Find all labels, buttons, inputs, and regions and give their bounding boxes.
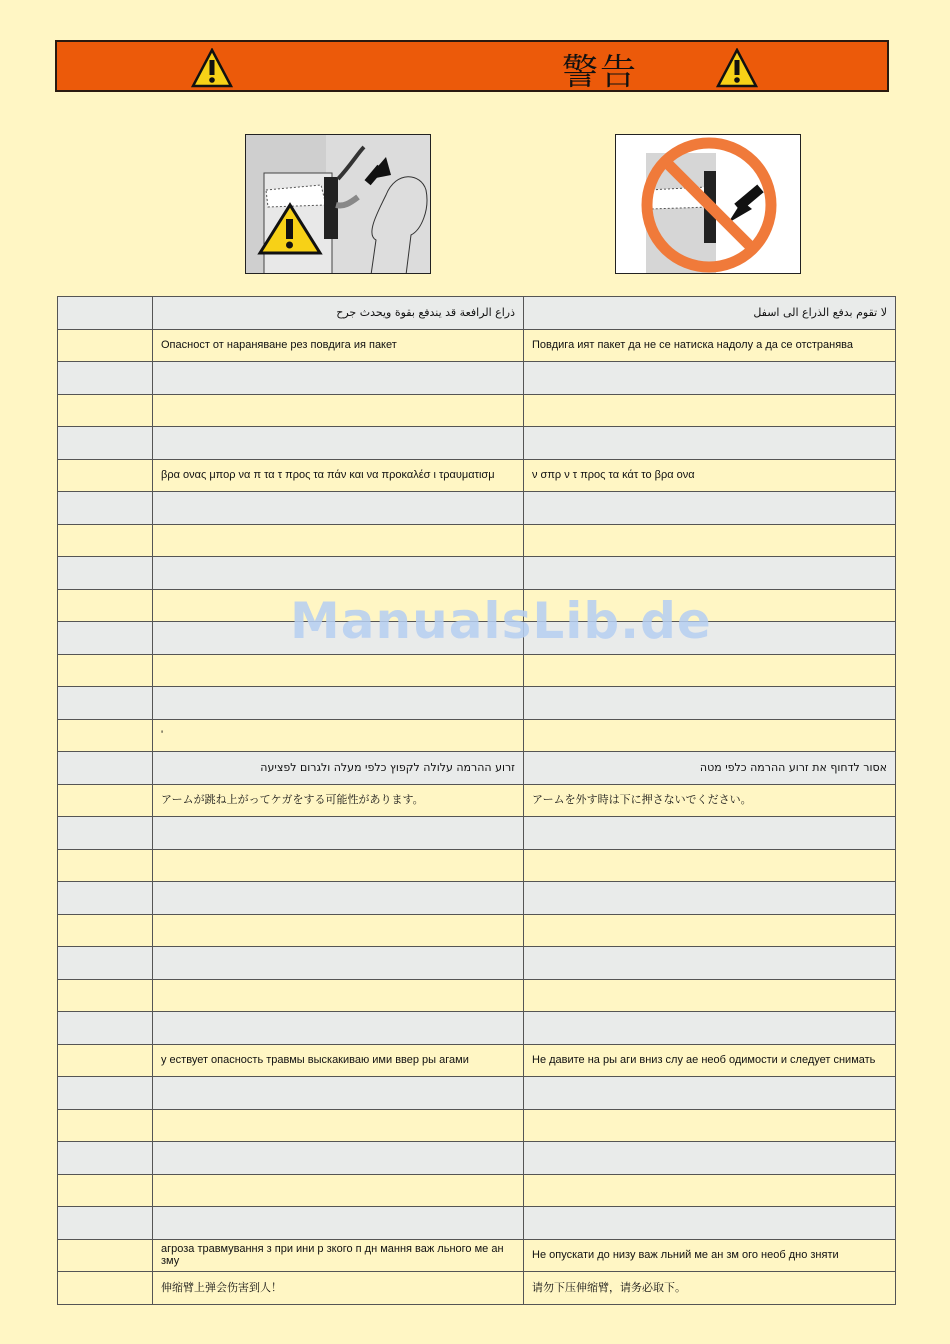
language-cell — [58, 394, 153, 427]
table-row — [58, 849, 896, 882]
table-row — [58, 524, 896, 557]
warning-text-cell — [153, 622, 524, 655]
action-text-cell — [524, 979, 896, 1012]
language-cell — [58, 849, 153, 882]
language-cell — [58, 1109, 153, 1142]
table-row — [58, 947, 896, 980]
language-cell — [58, 492, 153, 525]
language-cell — [58, 427, 153, 460]
action-text-cell: אסור לדחוף את זרוע ההרמה כלפי מטה — [524, 752, 896, 785]
table-row — [58, 1272, 896, 1305]
language-cell — [58, 362, 153, 395]
table-row — [58, 459, 896, 492]
language-cell — [58, 557, 153, 590]
action-text-cell — [524, 362, 896, 395]
language-cell — [58, 817, 153, 850]
action-text-cell — [524, 914, 896, 947]
warning-text-cell — [153, 687, 524, 720]
language-cell — [58, 979, 153, 1012]
language-cell — [58, 914, 153, 947]
language-cell — [58, 1272, 153, 1305]
language-cell — [58, 1142, 153, 1175]
action-text-cell — [524, 849, 896, 882]
table-row — [58, 979, 896, 1012]
table-row — [58, 1077, 896, 1110]
arm-spring-hazard-illustration — [245, 134, 431, 274]
action-text-cell — [524, 719, 896, 752]
table-row — [58, 362, 896, 395]
action-text-cell — [524, 1012, 896, 1045]
warning-text-cell — [153, 654, 524, 687]
warning-text-cell: アームが跳ね上がってケガをする可能性があります。 — [153, 784, 524, 817]
language-cell — [58, 882, 153, 915]
translation-table — [57, 296, 896, 1305]
table-row — [58, 1044, 896, 1077]
action-text-cell — [524, 427, 896, 460]
language-cell — [58, 784, 153, 817]
language-cell — [58, 752, 153, 785]
action-text-cell — [524, 1174, 896, 1207]
language-cell — [58, 589, 153, 622]
action-text-cell: لا تقوم بدفع الذراع الى اسفل — [524, 297, 896, 330]
warning-text-cell — [153, 1142, 524, 1175]
warning-text-cell — [153, 362, 524, 395]
warning-text-cell — [153, 557, 524, 590]
warning-text-cell — [153, 817, 524, 850]
warning-text-cell — [153, 1174, 524, 1207]
warning-text-cell: זרוע ההרמה עלולה לקפוץ כלפי מעלה ולגרום לפציעה — [153, 752, 524, 785]
warning-text-cell — [153, 427, 524, 460]
warning-text-cell: Опасност от нараняване рез повдига ия пакет — [153, 329, 524, 362]
table-row — [58, 492, 896, 525]
warning-text-cell — [153, 1109, 524, 1142]
warning-text-cell — [153, 979, 524, 1012]
warning-text-cell: агроза травмування з при ини р зкого п дн мання важ льного ме ан зму — [153, 1239, 524, 1272]
table-row — [58, 589, 896, 622]
warning-banner — [55, 40, 889, 92]
table-row — [58, 914, 896, 947]
language-cell — [58, 459, 153, 492]
no-push-down-illustration — [615, 134, 801, 274]
warning-text-cell — [153, 1077, 524, 1110]
action-text-cell: 请勿下压伸缩臂，请务必取下。 — [524, 1272, 896, 1305]
action-text-cell — [524, 589, 896, 622]
language-cell — [58, 329, 153, 362]
watermark: ManualsLib.de — [290, 592, 712, 650]
language-cell — [58, 524, 153, 557]
action-text-cell — [524, 1142, 896, 1175]
action-text-cell: Не давите на ры аги вниз слу ае необ одимости и следует снимать — [524, 1044, 896, 1077]
warning-text-cell — [153, 589, 524, 622]
action-text-cell — [524, 687, 896, 720]
table-row — [58, 297, 896, 330]
table-row — [58, 622, 896, 655]
table-row — [58, 1109, 896, 1142]
warning-text-cell — [153, 849, 524, 882]
table-row — [58, 784, 896, 817]
action-text-cell — [524, 394, 896, 427]
table-row — [58, 1207, 896, 1240]
table-row — [58, 654, 896, 687]
warning-text-cell — [153, 1012, 524, 1045]
table-row — [58, 1142, 896, 1175]
language-cell — [58, 719, 153, 752]
action-text-cell — [524, 492, 896, 525]
language-cell — [58, 1174, 153, 1207]
table-row — [58, 719, 896, 752]
table-row — [58, 882, 896, 915]
language-cell — [58, 687, 153, 720]
table-row — [58, 427, 896, 460]
warning-text-cell — [153, 524, 524, 557]
language-cell — [58, 947, 153, 980]
warning-text-cell — [153, 1207, 524, 1240]
banner-title: 警告 — [562, 52, 639, 93]
action-text-cell — [524, 1109, 896, 1142]
action-text-cell — [524, 622, 896, 655]
table-row — [58, 394, 896, 427]
warning-text-cell — [153, 394, 524, 427]
language-cell — [58, 1239, 153, 1272]
table-row — [58, 1012, 896, 1045]
warning-text-cell — [153, 947, 524, 980]
action-text-cell — [524, 947, 896, 980]
warning-text-cell: ' — [153, 719, 524, 752]
table-row — [58, 1174, 896, 1207]
action-text-cell: アームを外す時は下に押さないでください。 — [524, 784, 896, 817]
language-cell — [58, 1077, 153, 1110]
action-text-cell: Не опускати до низу важ льний ме ан зм ого необ дно зняти — [524, 1239, 896, 1272]
language-cell — [58, 297, 153, 330]
language-cell — [58, 622, 153, 655]
table-row — [58, 557, 896, 590]
warning-text-cell — [153, 882, 524, 915]
warning-text-cell — [153, 492, 524, 525]
language-cell — [58, 654, 153, 687]
warning-text-cell: у ествует опасность травмы выскакиваю ими ввер ры агами — [153, 1044, 524, 1077]
table-row — [58, 687, 896, 720]
language-cell — [58, 1012, 153, 1045]
action-text-cell — [524, 654, 896, 687]
language-cell — [58, 1044, 153, 1077]
action-text-cell — [524, 557, 896, 590]
warning-text-cell: βρα ονας μπορ να π τα τ προς τα πάν και να προκαλέσ ι τραυματισμ — [153, 459, 524, 492]
action-text-cell: Повдига ият пакет да не се натиска надолу а да се отстранява — [524, 329, 896, 362]
warning-text-cell: 伸缩臂上弹会伤害到人！ — [153, 1272, 524, 1305]
table-row — [58, 752, 896, 785]
table-row — [58, 817, 896, 850]
action-text-cell: ν σπρ ν τ προς τα κάτ το βρα ονα — [524, 459, 896, 492]
warning-text-cell — [153, 914, 524, 947]
action-text-cell — [524, 817, 896, 850]
table-row — [58, 329, 896, 362]
language-cell — [58, 1207, 153, 1240]
warning-text-cell: ذراع الرافعة قد يندفع بقوة ويحدث جرح — [153, 297, 524, 330]
warning-triangle-icon — [191, 48, 233, 88]
table-row — [58, 1239, 896, 1272]
warning-triangle-icon — [716, 48, 758, 88]
action-text-cell — [524, 1077, 896, 1110]
action-text-cell — [524, 882, 896, 915]
action-text-cell — [524, 524, 896, 557]
action-text-cell — [524, 1207, 896, 1240]
